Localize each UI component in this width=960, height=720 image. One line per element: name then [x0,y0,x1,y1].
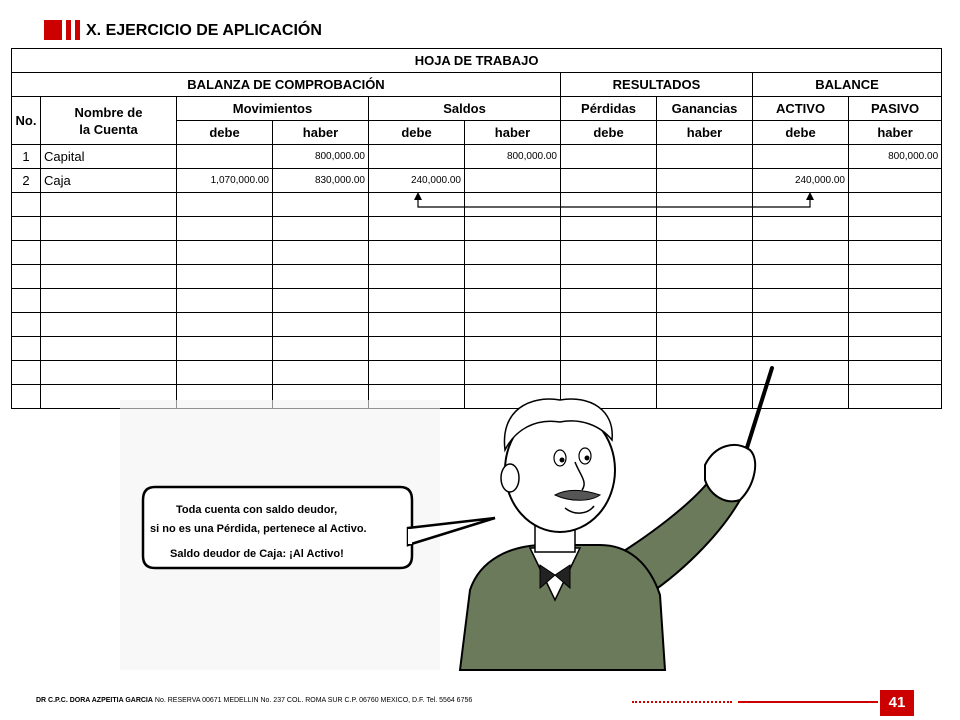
group-resultados: RESULTADOS [561,73,753,97]
section-title: X. EJERCICIO DE APLICACIÓN [86,22,322,39]
cell-no: 2 [12,169,41,193]
header-nombre-line1: Nombre de [74,104,143,120]
header-res-haber: haber [657,121,753,145]
worksheet-title: HOJA DE TRABAJO [12,49,942,73]
bubble-line-2: si no es una Pérdida, pertenece al Activo. [150,523,367,535]
footer-details: No. RESERVA 00671 MEDELLIN No. 237 COL. ROMA SUR C.P. 06760 MEXICO, D.F. Tel. 5564 6756 [154,697,473,704]
header-mov-haber: haber [273,121,369,145]
footer-text [36,697,472,704]
bubble-line-3: Saldo deudor de Caja: ¡Al Activo! [170,548,344,560]
footer-author: DR C.P.C. DORA AZPEITIA GARCIA [36,697,153,704]
page-number: 41 [880,690,914,716]
header-activo: ACTIVO [753,97,849,121]
header-sal-haber: haber [465,121,561,145]
cell-cuenta: Caja [41,169,177,193]
cell-sal-debe: 240,000.00 [369,169,465,193]
cell-bal-haber: 800,000.00 [849,145,942,169]
header-ganancias: Ganancias [657,97,753,121]
header-res-debe: debe [561,121,657,145]
header-no: No. [12,97,41,145]
cell-mov-debe: 1,070,000.00 [177,169,273,193]
cell-no: 1 [12,145,41,169]
header-perdidas: Pérdidas [561,97,657,121]
cell-mov-haber: 830,000.00 [273,169,369,193]
footer-red-line [738,701,878,703]
header-nombre-line2: la Cuenta [79,121,138,137]
cell-bal-debe: 240,000.00 [753,169,849,193]
cell-mov-haber: 800,000.00 [273,145,369,169]
group-balance: BALANCE [753,73,942,97]
header-sal-debe: debe [369,121,465,145]
header-bal-haber: haber [849,121,942,145]
footer-dotted-line [632,701,732,703]
header-mov-debe: debe [177,121,273,145]
header-saldos: Saldos [369,97,561,121]
header-bal-debe: debe [753,121,849,145]
cell-cuenta: Capital [41,145,177,169]
group-balanza: BALANZA DE COMPROBACIÓN [12,73,561,97]
header-movimientos: Movimientos [177,97,369,121]
header-pasivo: PASIVO [849,97,942,121]
bubble-line-1: Toda cuenta con saldo deudor, [176,504,338,516]
cell-sal-haber: 800,000.00 [465,145,561,169]
